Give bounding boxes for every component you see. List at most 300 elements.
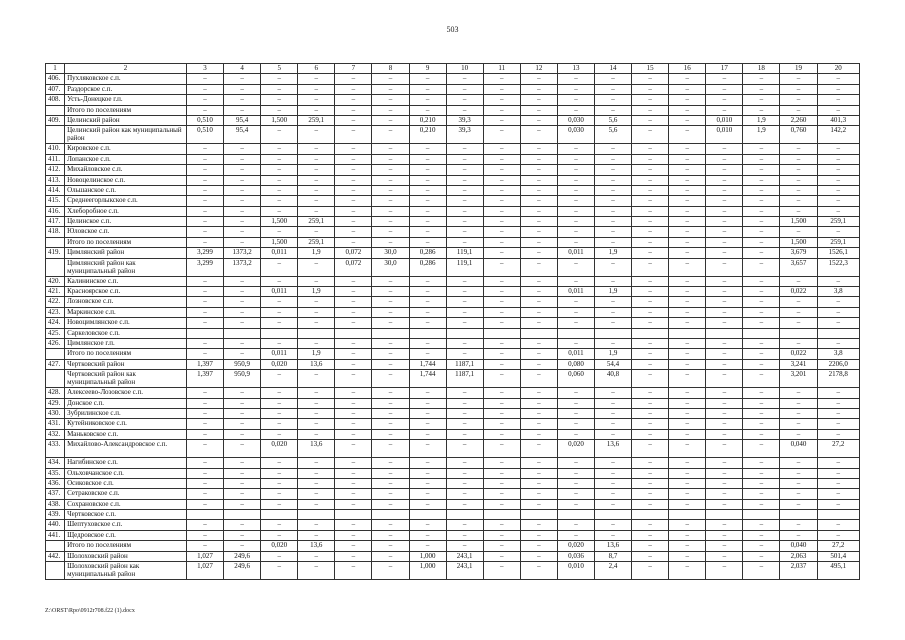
value-cell: – (594, 499, 631, 509)
value-cell: – (743, 338, 780, 348)
value-cell: – (594, 175, 631, 185)
row-number-cell: 435. (46, 468, 65, 478)
value-cell: 1,500 (261, 217, 298, 227)
settlement-name-cell: Целинское с.п. (65, 217, 187, 227)
value-cell: – (409, 276, 446, 286)
value-cell: – (186, 175, 223, 185)
value-cell: – (186, 499, 223, 509)
value-cell: – (409, 165, 446, 175)
value-cell: – (409, 84, 446, 94)
value-cell: – (594, 520, 631, 530)
table-row (46, 276, 860, 286)
value-cell: – (557, 237, 594, 247)
row-number-cell: 411. (46, 154, 65, 164)
value-cell: – (743, 74, 780, 84)
value-cell: – (557, 185, 594, 195)
value-cell: – (372, 349, 409, 359)
value-cell: 2,260 (780, 115, 817, 125)
value-cell: – (632, 562, 669, 580)
header-cell: 19 (780, 64, 817, 74)
value-cell: 259,1 (817, 217, 859, 227)
value-cell: – (817, 530, 859, 540)
value-cell: 3,299 (186, 248, 223, 258)
value-cell: – (743, 307, 780, 317)
value-cell: – (669, 287, 706, 297)
value-cell: – (817, 74, 859, 84)
value-cell: 0,011 (261, 248, 298, 258)
value-cell: – (817, 429, 859, 439)
table-row (46, 478, 860, 488)
value-cell: 0,060 (557, 370, 594, 388)
value-cell: – (224, 144, 261, 154)
value-cell: – (409, 217, 446, 227)
settlement-name-cell: Пухляковское с.п. (65, 74, 187, 84)
value-cell: – (409, 429, 446, 439)
value-cell: – (706, 478, 743, 488)
value-cell: – (186, 530, 223, 540)
value-cell: 8,7 (594, 551, 631, 561)
value-cell: 1,397 (186, 359, 223, 369)
value-cell: – (817, 297, 859, 307)
value-cell: – (483, 520, 520, 530)
value-cell: – (186, 185, 223, 195)
value-cell: 0,080 (557, 359, 594, 369)
value-cell: 142,2 (817, 126, 859, 144)
value-cell: – (446, 478, 483, 488)
value-cell: – (743, 562, 780, 580)
value-cell: 3,299 (186, 258, 223, 276)
header-cell: 12 (520, 64, 557, 74)
header-cell: 13 (557, 64, 594, 74)
value-cell: – (372, 217, 409, 227)
value-cell: – (483, 530, 520, 540)
settlement-name-cell: Сетраковское с.п. (65, 489, 187, 499)
value-cell: – (483, 297, 520, 307)
value-cell: – (706, 237, 743, 247)
value-cell: 40,8 (594, 370, 631, 388)
row-number-cell: 425. (46, 328, 65, 338)
value-cell: 0,036 (557, 551, 594, 561)
value-cell: – (632, 105, 669, 115)
value-cell: – (335, 217, 372, 227)
settlement-name-cell: Чертковский район как муниципальный район (65, 370, 187, 388)
value-cell: – (261, 468, 298, 478)
value-cell: – (224, 408, 261, 418)
value-cell: – (520, 440, 557, 458)
settlement-name-cell: Кировское с.п. (65, 144, 187, 154)
value-cell: – (224, 398, 261, 408)
value-cell: – (669, 258, 706, 276)
value-cell: – (520, 276, 557, 286)
value-cell: – (594, 318, 631, 328)
value-cell: – (446, 541, 483, 551)
value-cell: – (669, 74, 706, 84)
value-cell: – (446, 165, 483, 175)
value-cell: – (780, 478, 817, 488)
value-cell: – (298, 370, 335, 388)
value-cell: – (298, 551, 335, 561)
value-cell: 259,1 (298, 217, 335, 227)
value-cell: – (372, 105, 409, 115)
value-cell: – (743, 458, 780, 468)
value-cell: – (669, 530, 706, 540)
value-cell: – (409, 458, 446, 468)
value-cell: – (743, 398, 780, 408)
row-number-cell: 432. (46, 429, 65, 439)
value-cell: – (483, 562, 520, 580)
value-cell (669, 328, 706, 338)
table-row (46, 530, 860, 540)
value-cell (817, 328, 859, 338)
value-cell: – (298, 338, 335, 348)
value-cell: – (224, 175, 261, 185)
value-cell: – (261, 388, 298, 398)
value-cell: – (669, 499, 706, 509)
value-cell: – (261, 458, 298, 468)
value-cell: – (669, 562, 706, 580)
value-cell: – (817, 307, 859, 317)
value-cell: – (446, 388, 483, 398)
page-number: 503 (446, 25, 459, 34)
value-cell: – (594, 258, 631, 276)
value-cell: – (632, 489, 669, 499)
value-cell: 2,4 (594, 562, 631, 580)
value-cell: – (483, 144, 520, 154)
value-cell: 1187,1 (446, 359, 483, 369)
row-number-cell: 407. (46, 84, 65, 94)
value-cell: – (669, 318, 706, 328)
value-cell: – (632, 237, 669, 247)
value-cell (817, 510, 859, 520)
value-cell: 0,286 (409, 248, 446, 258)
value-cell: 1,027 (186, 551, 223, 561)
value-cell: – (298, 388, 335, 398)
row-number-cell (46, 237, 65, 247)
value-cell: – (372, 468, 409, 478)
value-cell: – (446, 144, 483, 154)
value-cell: – (372, 562, 409, 580)
value-cell (669, 510, 706, 520)
value-cell (520, 328, 557, 338)
value-cell: – (557, 175, 594, 185)
value-cell: – (298, 144, 335, 154)
value-cell: – (186, 74, 223, 84)
value-cell: – (706, 84, 743, 94)
value-cell: – (335, 541, 372, 551)
value-cell: – (706, 165, 743, 175)
value-cell (632, 510, 669, 520)
value-cell: 259,1 (298, 115, 335, 125)
value-cell: – (409, 95, 446, 105)
value-cell: – (817, 398, 859, 408)
value-cell (335, 328, 372, 338)
value-cell: – (557, 307, 594, 317)
value-cell: – (483, 165, 520, 175)
row-number-cell: 434. (46, 458, 65, 468)
value-cell: 1,500 (261, 237, 298, 247)
value-cell (557, 328, 594, 338)
value-cell: – (520, 144, 557, 154)
value-cell: – (520, 74, 557, 84)
value-cell: – (483, 196, 520, 206)
value-cell: – (743, 258, 780, 276)
value-cell: – (817, 227, 859, 237)
value-cell: – (594, 307, 631, 317)
value-cell: – (557, 478, 594, 488)
value-cell: – (335, 74, 372, 84)
value-cell: – (298, 520, 335, 530)
value-cell (594, 510, 631, 520)
value-cell: – (594, 217, 631, 227)
value-cell: – (743, 217, 780, 227)
value-cell: – (520, 248, 557, 258)
value-cell: – (224, 217, 261, 227)
value-cell: – (261, 227, 298, 237)
value-cell: – (706, 227, 743, 237)
value-cell: – (594, 297, 631, 307)
value-cell: – (743, 349, 780, 359)
value-cell: – (372, 338, 409, 348)
table-row (46, 458, 860, 468)
value-cell: – (594, 196, 631, 206)
value-cell: – (706, 258, 743, 276)
value-cell: – (483, 359, 520, 369)
value-cell (186, 510, 223, 520)
row-number-cell (46, 126, 65, 144)
value-cell: – (632, 307, 669, 317)
value-cell: – (409, 175, 446, 185)
value-cell: – (446, 499, 483, 509)
value-cell: – (520, 185, 557, 195)
value-cell: – (186, 237, 223, 247)
value-cell: 1,500 (261, 115, 298, 125)
value-cell: – (520, 489, 557, 499)
header-cell: 8 (372, 64, 409, 74)
row-number-cell (46, 349, 65, 359)
value-cell: – (372, 419, 409, 429)
value-cell (446, 510, 483, 520)
value-cell: – (706, 541, 743, 551)
value-cell: – (335, 227, 372, 237)
value-cell: 0,040 (780, 440, 817, 458)
value-cell: – (335, 458, 372, 468)
value-cell: 0,020 (261, 440, 298, 458)
value-cell: – (186, 489, 223, 499)
value-cell: 0,510 (186, 115, 223, 125)
value-cell: – (817, 185, 859, 195)
value-cell: – (224, 388, 261, 398)
value-cell: – (446, 520, 483, 530)
value-cell: – (520, 105, 557, 115)
value-cell: – (669, 370, 706, 388)
value-cell: 0,760 (780, 126, 817, 144)
value-cell: – (669, 126, 706, 144)
value-cell: – (557, 468, 594, 478)
value-cell (335, 510, 372, 520)
value-cell: – (594, 530, 631, 540)
value-cell: – (446, 530, 483, 540)
value-cell: – (780, 307, 817, 317)
table-row (46, 562, 860, 580)
value-cell: – (372, 520, 409, 530)
header-cell: 18 (743, 64, 780, 74)
value-cell: – (409, 185, 446, 195)
value-cell: – (817, 165, 859, 175)
value-cell: – (557, 408, 594, 418)
value-cell: – (669, 196, 706, 206)
value-cell: – (335, 468, 372, 478)
value-cell: – (335, 185, 372, 195)
value-cell: – (557, 74, 594, 84)
value-cell: – (557, 458, 594, 468)
value-cell: – (780, 468, 817, 478)
row-number-cell: 422. (46, 297, 65, 307)
row-number-cell: 413. (46, 175, 65, 185)
value-cell: – (520, 562, 557, 580)
value-cell: – (632, 217, 669, 227)
value-cell: – (706, 489, 743, 499)
row-number-cell: 409. (46, 115, 65, 125)
value-cell: – (594, 144, 631, 154)
value-cell: – (335, 478, 372, 488)
row-number-cell: 420. (46, 276, 65, 286)
value-cell: 39,3 (446, 115, 483, 125)
value-cell: 13,6 (594, 541, 631, 551)
value-cell: – (372, 175, 409, 185)
value-cell: – (446, 105, 483, 115)
row-number-cell: 427. (46, 359, 65, 369)
value-cell: – (335, 175, 372, 185)
settlement-name-cell: Калининское с.п. (65, 276, 187, 286)
value-cell: – (520, 530, 557, 540)
value-cell: – (594, 227, 631, 237)
value-cell: – (743, 478, 780, 488)
row-number-cell (46, 258, 65, 276)
value-cell: – (446, 297, 483, 307)
value-cell: – (261, 165, 298, 175)
value-cell: – (632, 276, 669, 286)
value-cell: – (669, 185, 706, 195)
value-cell: – (520, 520, 557, 530)
value-cell: – (335, 115, 372, 125)
value-cell: – (261, 551, 298, 561)
value-cell: – (520, 349, 557, 359)
value-cell: – (669, 217, 706, 227)
value-cell: – (594, 419, 631, 429)
value-cell: 0,510 (186, 126, 223, 144)
value-cell: – (669, 227, 706, 237)
value-cell: – (335, 206, 372, 216)
value-cell: – (261, 419, 298, 429)
value-cell: – (706, 562, 743, 580)
value-cell: – (409, 419, 446, 429)
value-cell: – (224, 468, 261, 478)
value-cell (483, 328, 520, 338)
value-cell: – (817, 318, 859, 328)
value-cell: – (335, 276, 372, 286)
value-cell: – (372, 408, 409, 418)
value-cell: – (780, 276, 817, 286)
value-cell: – (224, 429, 261, 439)
value-cell: – (780, 95, 817, 105)
value-cell: – (706, 458, 743, 468)
value-cell (780, 328, 817, 338)
value-cell: 1,9 (594, 248, 631, 258)
settlement-name-cell: Раздорское с.п. (65, 84, 187, 94)
value-cell: – (298, 478, 335, 488)
row-number-cell: 440. (46, 520, 65, 530)
value-cell: – (780, 297, 817, 307)
value-cell: – (780, 84, 817, 94)
value-cell: – (706, 370, 743, 388)
value-cell: – (780, 520, 817, 530)
value-cell: – (372, 489, 409, 499)
value-cell: – (261, 429, 298, 439)
value-cell: – (298, 408, 335, 418)
row-number-cell: 410. (46, 144, 65, 154)
table-row (46, 489, 860, 499)
value-cell: – (335, 359, 372, 369)
value-cell: – (817, 144, 859, 154)
value-cell: – (743, 388, 780, 398)
value-cell: – (372, 237, 409, 247)
value-cell: – (632, 175, 669, 185)
value-cell: – (632, 478, 669, 488)
row-number-cell (46, 370, 65, 388)
value-cell: – (706, 530, 743, 540)
value-cell: – (372, 154, 409, 164)
value-cell: – (706, 95, 743, 105)
value-cell: – (298, 165, 335, 175)
value-cell: 1,000 (409, 551, 446, 561)
value-cell: – (632, 551, 669, 561)
value-cell: – (669, 165, 706, 175)
value-cell: – (780, 419, 817, 429)
value-cell: – (669, 440, 706, 458)
settlement-name-cell: Нагибинское с.п. (65, 458, 187, 468)
value-cell: – (186, 165, 223, 175)
value-cell: – (409, 307, 446, 317)
value-cell: 0,030 (557, 115, 594, 125)
value-cell: 1,000 (409, 562, 446, 580)
header-cell: 6 (298, 64, 335, 74)
value-cell: – (669, 478, 706, 488)
settlement-name-cell: Михайловское с.п. (65, 165, 187, 175)
value-cell: – (483, 440, 520, 458)
settlement-name-cell: Цимлянский район (65, 248, 187, 258)
table-row (46, 84, 860, 94)
value-cell: – (743, 227, 780, 237)
value-cell: – (706, 206, 743, 216)
value-cell: – (224, 185, 261, 195)
value-cell: – (743, 154, 780, 164)
value-cell: – (817, 388, 859, 398)
value-cell: – (335, 144, 372, 154)
value-cell: – (261, 489, 298, 499)
settlement-name-cell: Зубрилинское с.п. (65, 408, 187, 418)
value-cell: – (520, 541, 557, 551)
value-cell: – (780, 105, 817, 115)
value-cell: – (743, 551, 780, 561)
value-cell: – (706, 196, 743, 206)
settlement-name-cell: Итого по поселениям (65, 541, 187, 551)
value-cell: – (520, 388, 557, 398)
settlement-name-cell: Маньковское с.п. (65, 429, 187, 439)
value-cell: – (483, 95, 520, 105)
header-cell: 15 (632, 64, 669, 74)
value-cell: – (298, 562, 335, 580)
value-cell: – (372, 206, 409, 216)
